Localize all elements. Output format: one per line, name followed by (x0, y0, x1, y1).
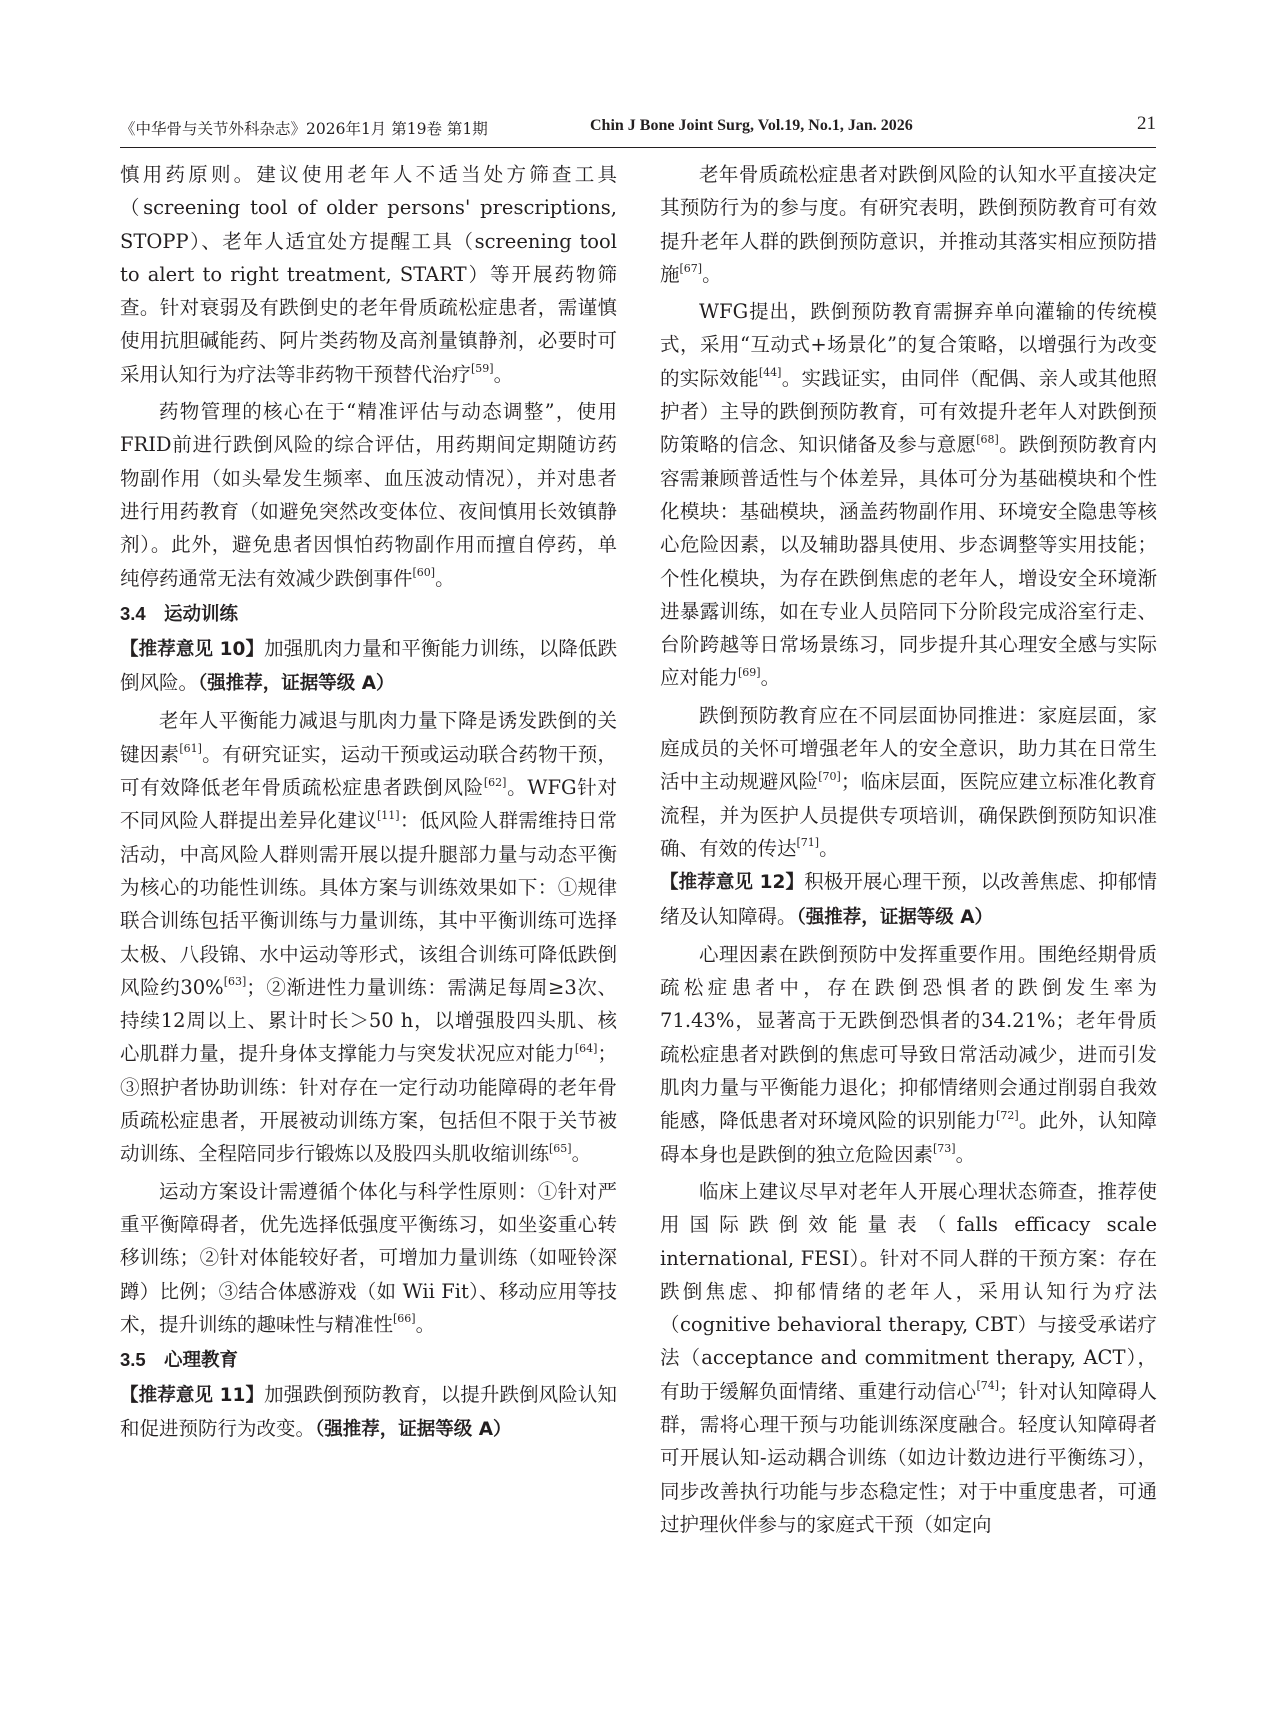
paragraph: 老年骨质疏松症患者对跌倒风险的认知水平直接决定其预防行为的参与度。有研究表明，跌倒预防教育可有效提升老年人群的跌倒预防意识，并推动其落实相应预防措施[67]。 (660, 163, 1157, 286)
running-header (120, 113, 1156, 148)
paragraph: 药物管理的核心在于“精准评估与动态调整”，使用FRID前进行跌倒风险的综合评估，用药期间定期随访药物副作用（如头晕发生频率、血压波动情况），并对患者进行用药教育（如避免突然改变体位、夜间慎用长效镇静剂）。此外，避免患者因惧怕药物副作用而擅自停药，单纯停药通常无法有效减少跌倒事件[60]。 (120, 400, 617, 590)
citation: [64] (574, 1041, 598, 1055)
paragraph: WFG提出，跌倒预防教育需摒弃单向灌输的传统模式，采用“互动式+场景化”的复合策略，以增强行为改变的实际效能[44]。实践证实，由同伴（配偶、亲人或其他照护者）主导的跌倒预防教育，可有效提升老年人对跌倒预防策略的信念、知识储备及参与意愿[68]。跌倒预防教育内容需兼顾普适性与个体差异，具体可分为基础模块和个性化模块：基础模块，涵盖药物副作用、环境安全隐患等核心危险因素，以及辅助器具使用、步态调整等实用技能；个性化模块，为存在跌倒焦虑的老年人，增设安全环境渐进暴露训练，如在专业人员陪同下分阶段完成浴室行走、台阶跨越等日常场景练习，同步提升其心理安全感与实际应对能力[69]。 (660, 300, 1157, 690)
citation: [62] (483, 775, 507, 789)
paragraph: 临床上建议尽早对老年人开展心理状态筛查，推荐使用国际跌倒效能量表（falls efficacy scale international, FESI）。针对不同人群的干预方案：存在跌倒焦虑、抑郁情绪的老年人，采用认知行为疗法（cognitive behavioral therapy, CBT）与接受承诺疗法（acceptance and commitment therapy, ACT），有助于缓解负面情绪、重建行动信心[74]；针对认知障碍人群，需将心理干预与功能训练深度融合。轻度认知障碍者可开展认知-运动耦合训练（如边计数边进行平衡练习），同步改善执行功能与步态稳定性；对于中重度患者，可通过护理伙伴参与的家庭式干预（如定向 (660, 1179, 1157, 1536)
journal-title-en: Chin J Bone Joint Surg, Vol.19, No.1, Jan. 2026 (590, 117, 913, 134)
citation: [59] (471, 362, 494, 376)
left-column (120, 158, 617, 1447)
citation: [71] (796, 836, 820, 850)
citation: [63] (223, 975, 247, 989)
citation: [67] (679, 262, 703, 276)
paragraph: 慎用药原则。建议使用老年人不适当处方筛查工具（screening tool of older persons' prescriptions, STOPP）、老年人适宜处方提醒工具（screening tool to alert to right treatment, START）等开展药物筛查。针对衰弱及有跌倒史的老年骨质疏松症患者，需谨慎使用抗胆碱能药、阿片类药物及高剂量镇静剂，必要时可采用认知行为疗法等非药物干预替代治疗[59]。 (120, 163, 617, 386)
citation: [65] (549, 1141, 572, 1155)
citation: [60] (412, 566, 436, 580)
paragraph: 老年人平衡能力减退与肌肉力量下降是诱发跌倒的关键因素[61]。有研究证实，运动干预或运动联合药物干预，可有效降低老年骨质疏松症患者跌倒风险[62]。WFG针对不同风险人群提出差异化建议[11]：低风险人群需维持日常活动，中高风险人群则需开展以提升腿部力量与动态平衡为核心的功能性训练。具体方案与训练效果如下：①规律联合训练包括平衡训练与力量训练，其中平衡训练可选择太极、八段锦、水中运动等形式，该组合训练可降低跌倒风险约30%[63]；②渐进性力量训练：需满足每周≥3次、持续12周以上、累计时长＞50 h，以增强股四头肌、核心肌群力量，提升身体支撑能力与突发状况应对能力[64]；③照护者协助训练：针对存在一定行动功能障碍的老年骨质疏松症患者，开展被动训练方案，包括但不限于关节被动训练、全程陪同步行锻炼以及股四头肌收缩训练[65]。 (120, 709, 618, 1166)
recommendation-11: 【推荐意见 11】加强跌倒预防教育，以提升跌倒风险认知和促进预防行为改变。（强推荐，证据等级 A） (120, 1383, 617, 1441)
citation: [61] (179, 742, 202, 756)
citation: [74] (976, 1379, 1000, 1393)
citation: [11] (376, 808, 400, 822)
right-column (660, 158, 1157, 1541)
citation: [70] (818, 769, 841, 783)
journal-title-cn: 《中华骨与关节外科杂志》2026年1月 第19卷 第1期 (120, 120, 488, 138)
citation: [44] (758, 366, 782, 380)
section-heading-3-4: 3.4 运动训练 (120, 602, 239, 625)
citation: [68] (976, 432, 999, 446)
recommendation-10: 【推荐意见 10】加强肌肉力量和平衡能力训练，以降低跌倒风险。（强推荐，证据等级 A） (120, 636, 617, 695)
citation: [69] (738, 665, 761, 679)
citation: [66] (393, 1312, 416, 1326)
paragraph: 运动方案设计需遵循个体化与科学性原则：①针对严重平衡障碍者，优先选择低强度平衡练习，如坐姿重心转移训练；②针对体能较好者，可增加力量训练（如哑铃深蹲）比例；③结合体感游戏（如 Wii Fit）、移动应用等技术，提升训练的趣味性与精准性[66]。 (120, 1179, 617, 1336)
paragraph: 跌倒预防教育应在不同层面协同推进：家庭层面，家庭成员的关怀可增强老年人的安全意识，助力其在日常生活中主动规避风险[70]；临床层面，医院应建立标准化教育流程，并为医护人员提供专项培训，确保跌倒预防知识准确、有效的传达[71]。 (660, 703, 1157, 860)
paragraph: 心理因素在跌倒预防中发挥重要作用。围绝经期骨质疏松症患者中，存在跌倒恐惧者的跌倒发生率为71.43%，显著高于无跌倒恐惧者的34.21%；老年骨质疏松症患者对跌倒的焦虑可导致日常活动减少，进而引发肌肉力量与平衡能力退化；抑郁情绪则会通过削弱自我效能感，降低患者对环境风险的识别能力[72]。此外，认知障碍本身也是跌倒的独立危险因素[73]。 (660, 942, 1157, 1166)
citation: [73] (933, 1142, 956, 1156)
section-heading-3-5: 3.5 心理教育 (120, 1349, 239, 1372)
page-number: 21 (1137, 113, 1156, 134)
recommendation-12: 【推荐意见 12】积极开展心理干预，以改善焦虑、抑郁情绪及认知障碍。（强推荐，证据等级 A） (660, 870, 1157, 928)
citation: [72] (996, 1108, 1019, 1122)
